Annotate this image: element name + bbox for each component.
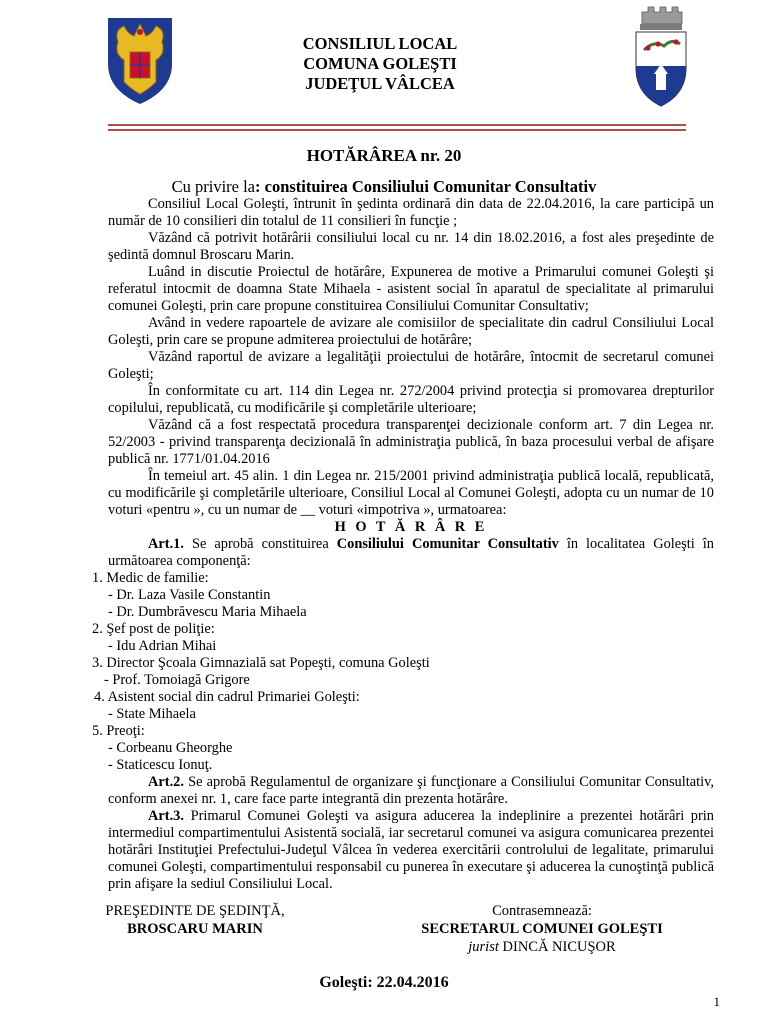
romania-coat-of-arms-icon [104, 12, 176, 108]
paragraph-5: Văzând raportul de avizare a legalităţii proiectului de hotărâre, întocmit de secretarul comunei Goleşti; [108, 349, 714, 382]
header-line-1: CONSILIUL LOCAL [302, 34, 458, 53]
list-item: - Dr. Dumbrăvescu Maria Mihaela [108, 604, 307, 620]
president-role: PREŞEDINTE DE ŞEDINŢĂ, [105, 903, 285, 919]
paragraph-1: Consiliul Local Goleşti, întrunit în şedinta ordinară din data de 22.04.2016, la care participă un număr de 10 consilieri din totalul de 11 consilieri în funcţie ; [108, 196, 714, 229]
paragraph-6: În conformitate cu art. 114 din Legea nr. 272/2004 privind protecţia si promovarea drepturilor copilului, republicată, cu modificările şi completările ulterioare; [108, 383, 714, 416]
list-item: 4. Asistent social din cadrul Primariei Goleşti: [94, 689, 360, 705]
list-item: - State Mihaela [108, 706, 196, 722]
page-number: 1 [713, 994, 720, 1009]
council-header [220, 34, 540, 94]
secretary-title: SECRETARUL COMUNEI GOLEŞTI [421, 921, 663, 937]
list-item: 3. Director Şcoala Gimnazială sat Popeşti, comuna Goleşti [92, 655, 430, 671]
president-name: BROSCARU MARIN [127, 921, 263, 937]
list-item: - Idu Adrian Mihai [108, 638, 217, 654]
subject-text: : constituirea Consiliului Comunitar Consultativ [255, 177, 597, 196]
signature-president [90, 902, 300, 938]
list-item: - Staticescu Ionuţ. [108, 757, 213, 773]
subject-prefix: Cu privire la [171, 177, 256, 196]
decision-heading: H O T Ă R Â R E [334, 519, 488, 535]
header-divider-top [108, 124, 686, 126]
article-1-bold: Consiliului Comunitar Consultativ [336, 536, 559, 552]
list-item: - Prof. Tomoiagă Grigore [104, 672, 250, 688]
decision-body [92, 196, 714, 893]
article-3 [108, 808, 714, 893]
secretary-name-line [396, 938, 688, 956]
paragraph-7: Văzând că a fost respectată procedura transparenţei decizionale conform art. 7 din Legea nr. 52/2003 - privind transparenţa decizională în administraţia publică, în baza procesului verbal de afişare publică nr. 1771/01.04.2016 [108, 417, 714, 467]
article-1-post: în localitatea Goleşti în următoarea componenţă: [108, 536, 714, 569]
decision-subject [0, 177, 768, 197]
article-2-label: Art.2. [148, 774, 184, 790]
article-1-label: Art.1. [148, 536, 184, 552]
list-item: - Corbeanu Gheorghe [108, 740, 233, 756]
header-line-2: COMUNA GOLEŞTI [303, 54, 457, 73]
article-2-text: Se aprobă Regulamentul de organizare şi funcţionare a Consiliului Comunitar Consultativ, conform anexei nr. 1, care face parte integrantă din prezenta hotărâre. [108, 774, 714, 807]
list-item: 2. Şef post de poliţie: [92, 621, 215, 637]
members-list [92, 570, 714, 774]
list-item: 1. Medic de familie: [92, 570, 209, 586]
list-item: 5. Preoţi: [92, 723, 145, 739]
header-line-3: JUDEŢUL VÂLCEA [305, 74, 455, 93]
paragraph-4: Având in vedere rapoartele de avizare ale comisiilor de specialitate din cadrul Consiliului Local Goleşti, prin care se propune admiterea proiectului de hotărâre; [108, 315, 714, 348]
countersign-label: Contrasemnează: [492, 903, 592, 919]
list-item: - Dr. Laza Vasile Constantin [108, 587, 271, 603]
article-3-label: Art.3. [148, 808, 184, 824]
article-3-text: Primarul Comunei Goleşti va asigura aducerea la indeplinire a prezentei hotărâri prin intermediul compartimentului Asistentă socială, iar secretarul comunei va asigura comunicarea prezentei hotărâri Instituţiei Prefectului-Judeţul Vâlcea în vederea exercitării controlului de legalitate, primarului comunei Goleşti, compartimentului responsabil cu punerea în executare şi aducerea la cunoştinţă publică prin afişare la sediul Consiliului Local. [108, 808, 714, 892]
decision-title: HOTĂRÂREA nr. 20 [306, 146, 462, 165]
article-2 [108, 774, 714, 808]
paragraph-3: Luând in discutie Proiectul de hotărâre, Expunerea de motive a Primarului comunei Goleşti şi referatul intocmit de doamna State Mihaela - asistent social în aparatul de specialitate al primarului comunei Goleşti, prin care propune constituirea Consiliului Comunitar Consultativ; [108, 264, 714, 314]
article-1-pre: Se aprobă constituirea [183, 536, 337, 552]
header-divider-bottom [108, 129, 686, 131]
article-1 [108, 536, 714, 570]
secretary-prefix: jurist [468, 939, 499, 955]
paragraph-8: În temeiul art. 45 alin. 1 din Legea nr. 215/2001 privind administraţia publică locală, republicată, cu modificările şi completările ulterioare, Consiliul Local al Comunei Goleşti, adopta cu un numar de 10 voturi «pentru », cu un numar de __ voturi «impotriva », urmatoarea: [108, 468, 714, 518]
golesti-commune-coat-of-arms-icon [632, 4, 690, 110]
paragraph-2: Văzând că potrivit hotărârii consiliului local cu nr. 14 din 18.02.2016, a fost ales preşedinte de şedintă domnul Broscaru Marin. [108, 230, 714, 263]
date-line: Goleşti: 22.04.2016 [319, 974, 449, 991]
signature-secretary [396, 902, 688, 956]
secretary-name: DINCĂ NICUŞOR [498, 939, 616, 955]
